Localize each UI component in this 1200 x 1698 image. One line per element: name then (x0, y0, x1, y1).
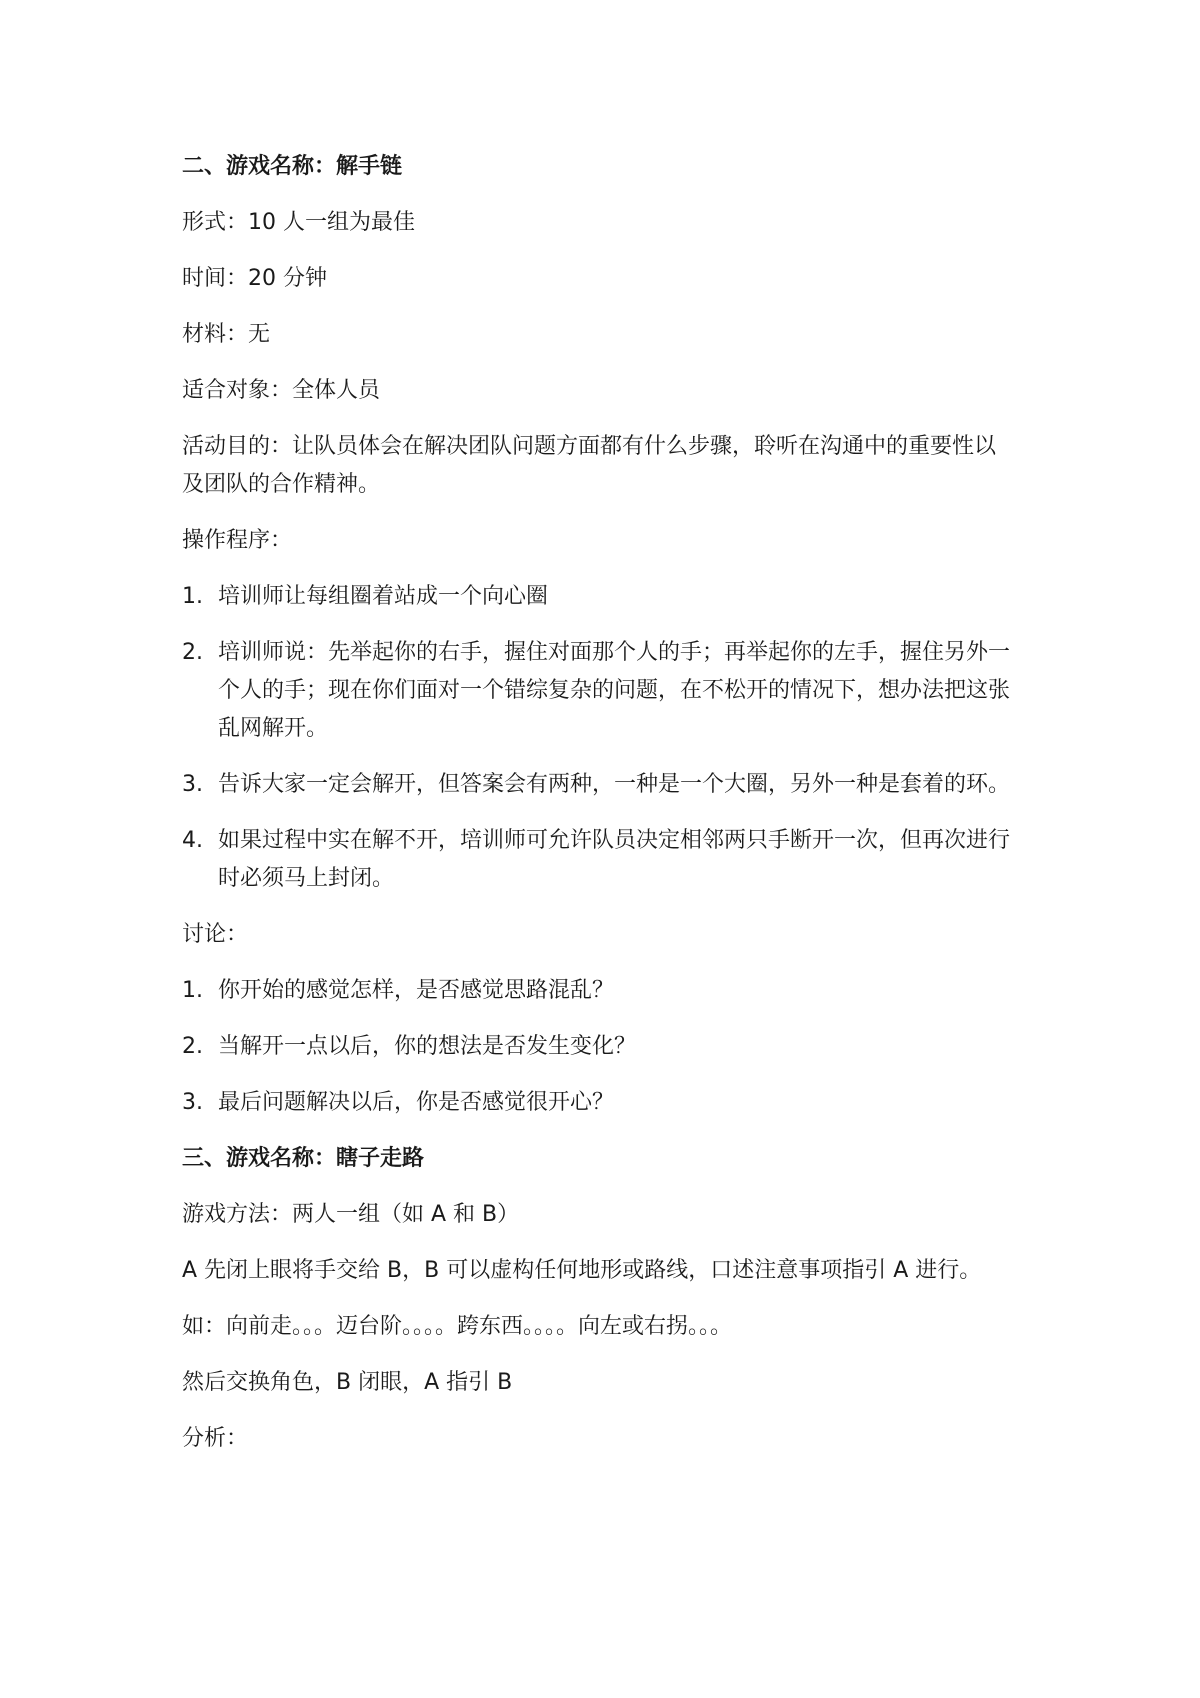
analysis-label: 分析： (182, 1426, 249, 1451)
discussion-text: 你开始的感觉怎样，是否感觉思路混乱？ (218, 978, 615, 1003)
step-line: 告诉大家一定会解开，但答案会有两种，一种是一个大圈，另外一种是套着的环。 (218, 772, 1011, 797)
game-description: A 先闭上眼将手交给 B，B 可以虚构任何地形或路线，口述注意事项指引 A 进行。 (182, 1258, 982, 1283)
step-line: 个人的手；现在你们面对一个错综复杂的问题，在不松开的情况下，想办法把这张 (218, 678, 1011, 703)
discussion-label: 讨论： (182, 922, 249, 947)
game-time: 时间：20 分钟 (182, 266, 327, 291)
step-number: 4. (182, 828, 203, 853)
discussion-number: 3. (182, 1090, 203, 1115)
game-purpose-line-2: 及团队的合作精神。 (182, 472, 381, 497)
game-audience: 适合对象：全体人员 (182, 378, 381, 403)
game-material: 材料：无 (182, 322, 271, 347)
discussion-number: 1. (182, 978, 203, 1003)
game-purpose-line-1: 活动目的：让队员体会在解决团队问题方面都有什么步骤，聆听在沟通中的重要性以 (182, 434, 997, 459)
discussion-item (182, 1084, 1032, 1122)
discussion-text: 最后问题解决以后，你是否感觉很开心？ (218, 1090, 615, 1115)
step-line: 如果过程中实在解不开，培训师可允许队员决定相邻两只手断开一次，但再次进行 (218, 828, 1011, 853)
procedure-step (182, 578, 1032, 616)
section-2-title: 二、游戏名称：解手链 (182, 154, 403, 179)
discussion-number: 2. (182, 1034, 203, 1059)
game-form: 形式：10 人一组为最佳 (182, 210, 415, 235)
discussion-item (182, 972, 1032, 1010)
step-number: 1. (182, 584, 203, 609)
procedure-step (182, 766, 1032, 804)
step-number: 3. (182, 772, 203, 797)
game-method: 游戏方法：两人一组（如 A 和 B） (182, 1202, 520, 1227)
procedure-label: 操作程序： (182, 528, 293, 553)
procedure-step (182, 822, 1032, 898)
step-line: 培训师说：先举起你的右手，握住对面那个人的手；再举起你的左手，握住另外一 (218, 640, 1011, 665)
step-line: 乱网解开。 (218, 716, 329, 741)
discussion-item (182, 1028, 1032, 1066)
step-line: 培训师让每组圈着站成一个向心圈 (218, 584, 549, 609)
step-number: 2. (182, 640, 203, 665)
document-content (182, 148, 1032, 1458)
step-line: 时必须马上封闭。 (218, 866, 395, 891)
discussion-text: 当解开一点以后，你的想法是否发生变化？ (218, 1034, 637, 1059)
game-example: 如：向前走。。。迈台阶。。。。跨东西。。。。向左或右拐。。。 (182, 1314, 733, 1339)
role-swap: 然后交换角色，B 闭眼，A 指引 B (182, 1370, 513, 1395)
section-3-title: 三、游戏名称：瞎子走路 (182, 1146, 425, 1171)
procedure-step (182, 634, 1032, 748)
